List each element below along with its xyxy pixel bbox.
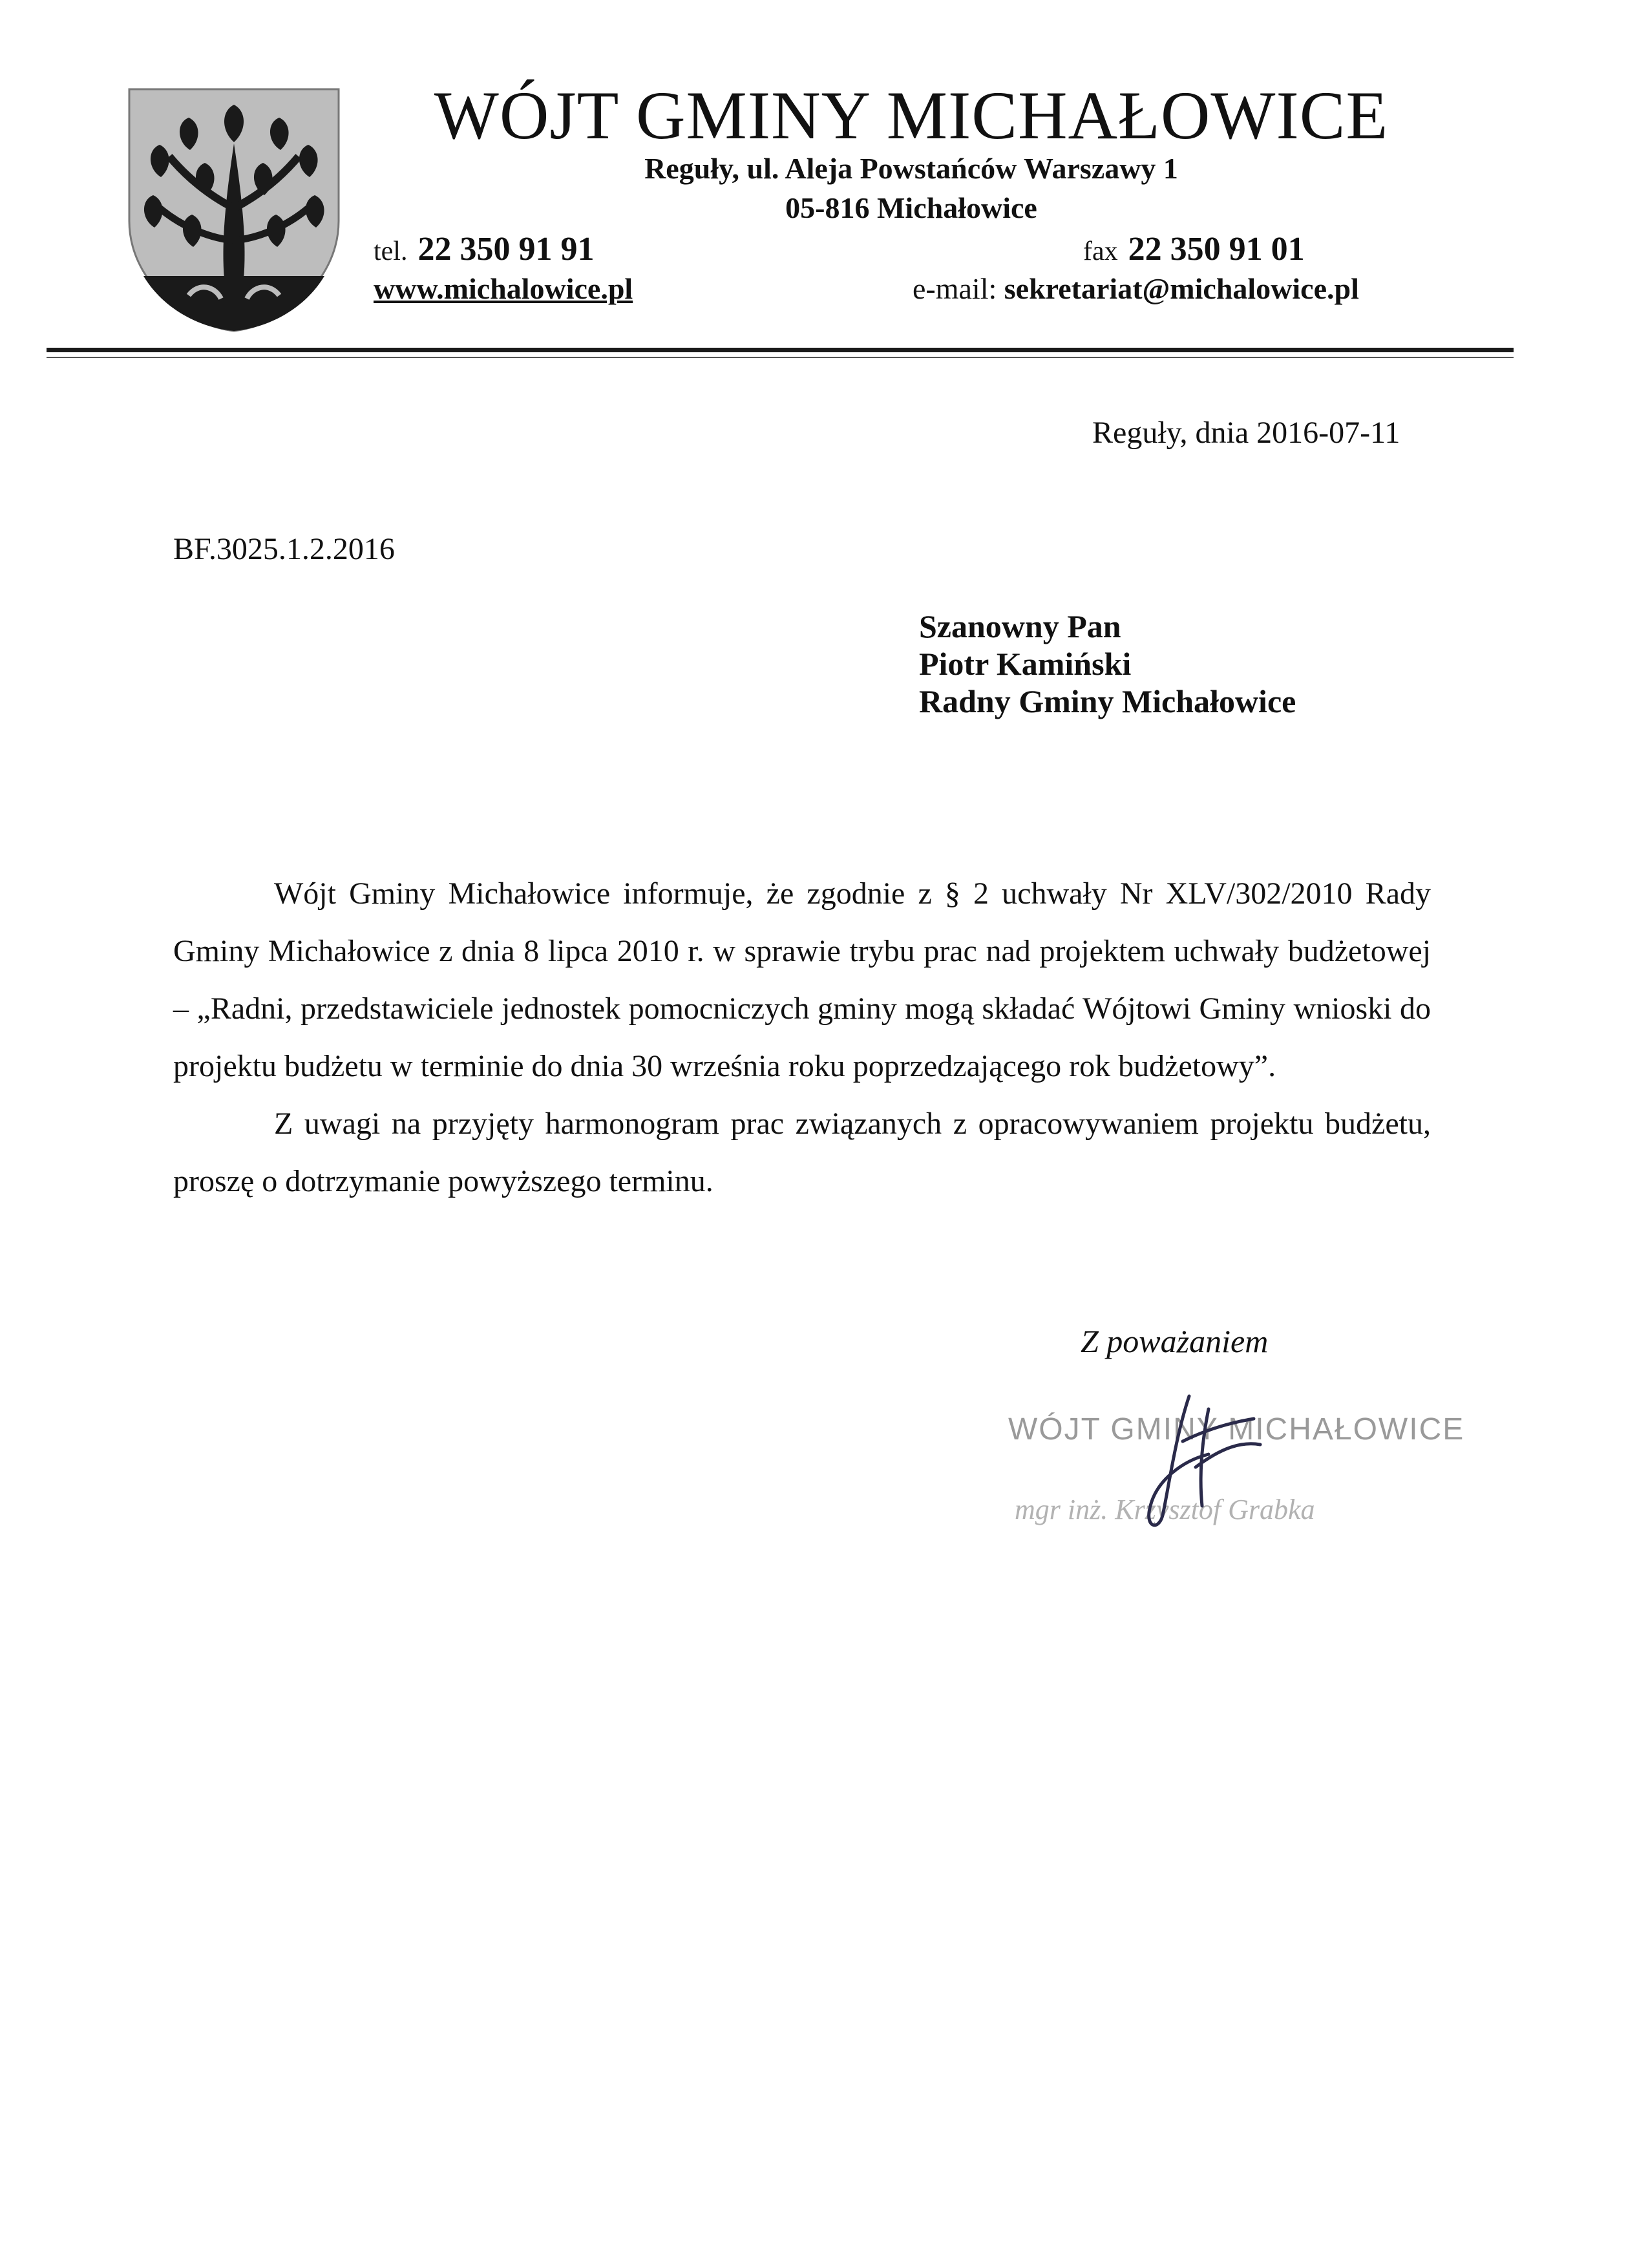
header-address-street: Reguły, ul. Aleja Powstańców Warszawy 1 [644, 152, 1178, 185]
handwritten-signature-icon [1112, 1383, 1280, 1538]
recipient-salutation: Szanowny Pan [919, 608, 1121, 644]
header-address-postal: 05-816 Michałowice [785, 191, 1037, 224]
header-title: WÓJT GMINY MICHAŁOWICE [434, 78, 1389, 153]
email-address-link[interactable]: sekretariat@michalowice.pl [1004, 272, 1359, 305]
stamp-signatory: mgr inż. Krzysztof Grabka [1015, 1494, 1315, 1525]
phone-number: 22 350 91 91 [417, 231, 595, 268]
phone-label: tel. [374, 237, 408, 266]
stamp-office: WÓJT GMINY MICHAŁOWICE [1008, 1412, 1465, 1447]
letter-body [173, 865, 1431, 1210]
header-fax [1083, 230, 1305, 268]
header-website-link[interactable]: www.michalowice.pl [374, 272, 633, 305]
header-email [913, 271, 1359, 306]
email-label: e-mail: [913, 272, 997, 305]
letter-reference-number: BF.3025.1.2.2016 [173, 532, 395, 566]
letter-recipient [919, 608, 1296, 720]
recipient-name: Piotr Kamiński [919, 646, 1132, 682]
body-paragraph: Wójt Gminy Michałowice informuje, że zgodnie z § 2 uchwały Nr XLV/302/2010 Rady Gminy Michałowice z dnia 8 lipca 2010 r. w sprawie trybu prac nad projektem uchwały budżetowej – „Radni, przedstawiciele jednostek pomocniczych gminy mogą składać Wójtowi Gminy wnioski do projektu budżetu w terminie do dnia 30 września roku poprzedzającego rok budżetowy”. [173, 876, 1431, 1083]
recipient-title: Radny Gminy Michałowice [919, 683, 1296, 719]
header-divider-thin [47, 357, 1514, 358]
letter-place-date: Reguły, dnia 2016-07-11 [1092, 416, 1400, 450]
fax-label: fax [1083, 237, 1118, 266]
header-divider [47, 348, 1514, 352]
letter-closing: Z poważaniem [1081, 1323, 1269, 1359]
tree-coat-of-arms-icon [124, 85, 344, 334]
body-paragraph: Z uwagi na przyjęty harmonogram prac związanych z opracowywaniem projektu budżetu, proszę o dotrzymanie powyższego terminu. [173, 1107, 1431, 1198]
fax-number: 22 350 91 01 [1128, 231, 1305, 268]
header-phone [374, 230, 594, 268]
